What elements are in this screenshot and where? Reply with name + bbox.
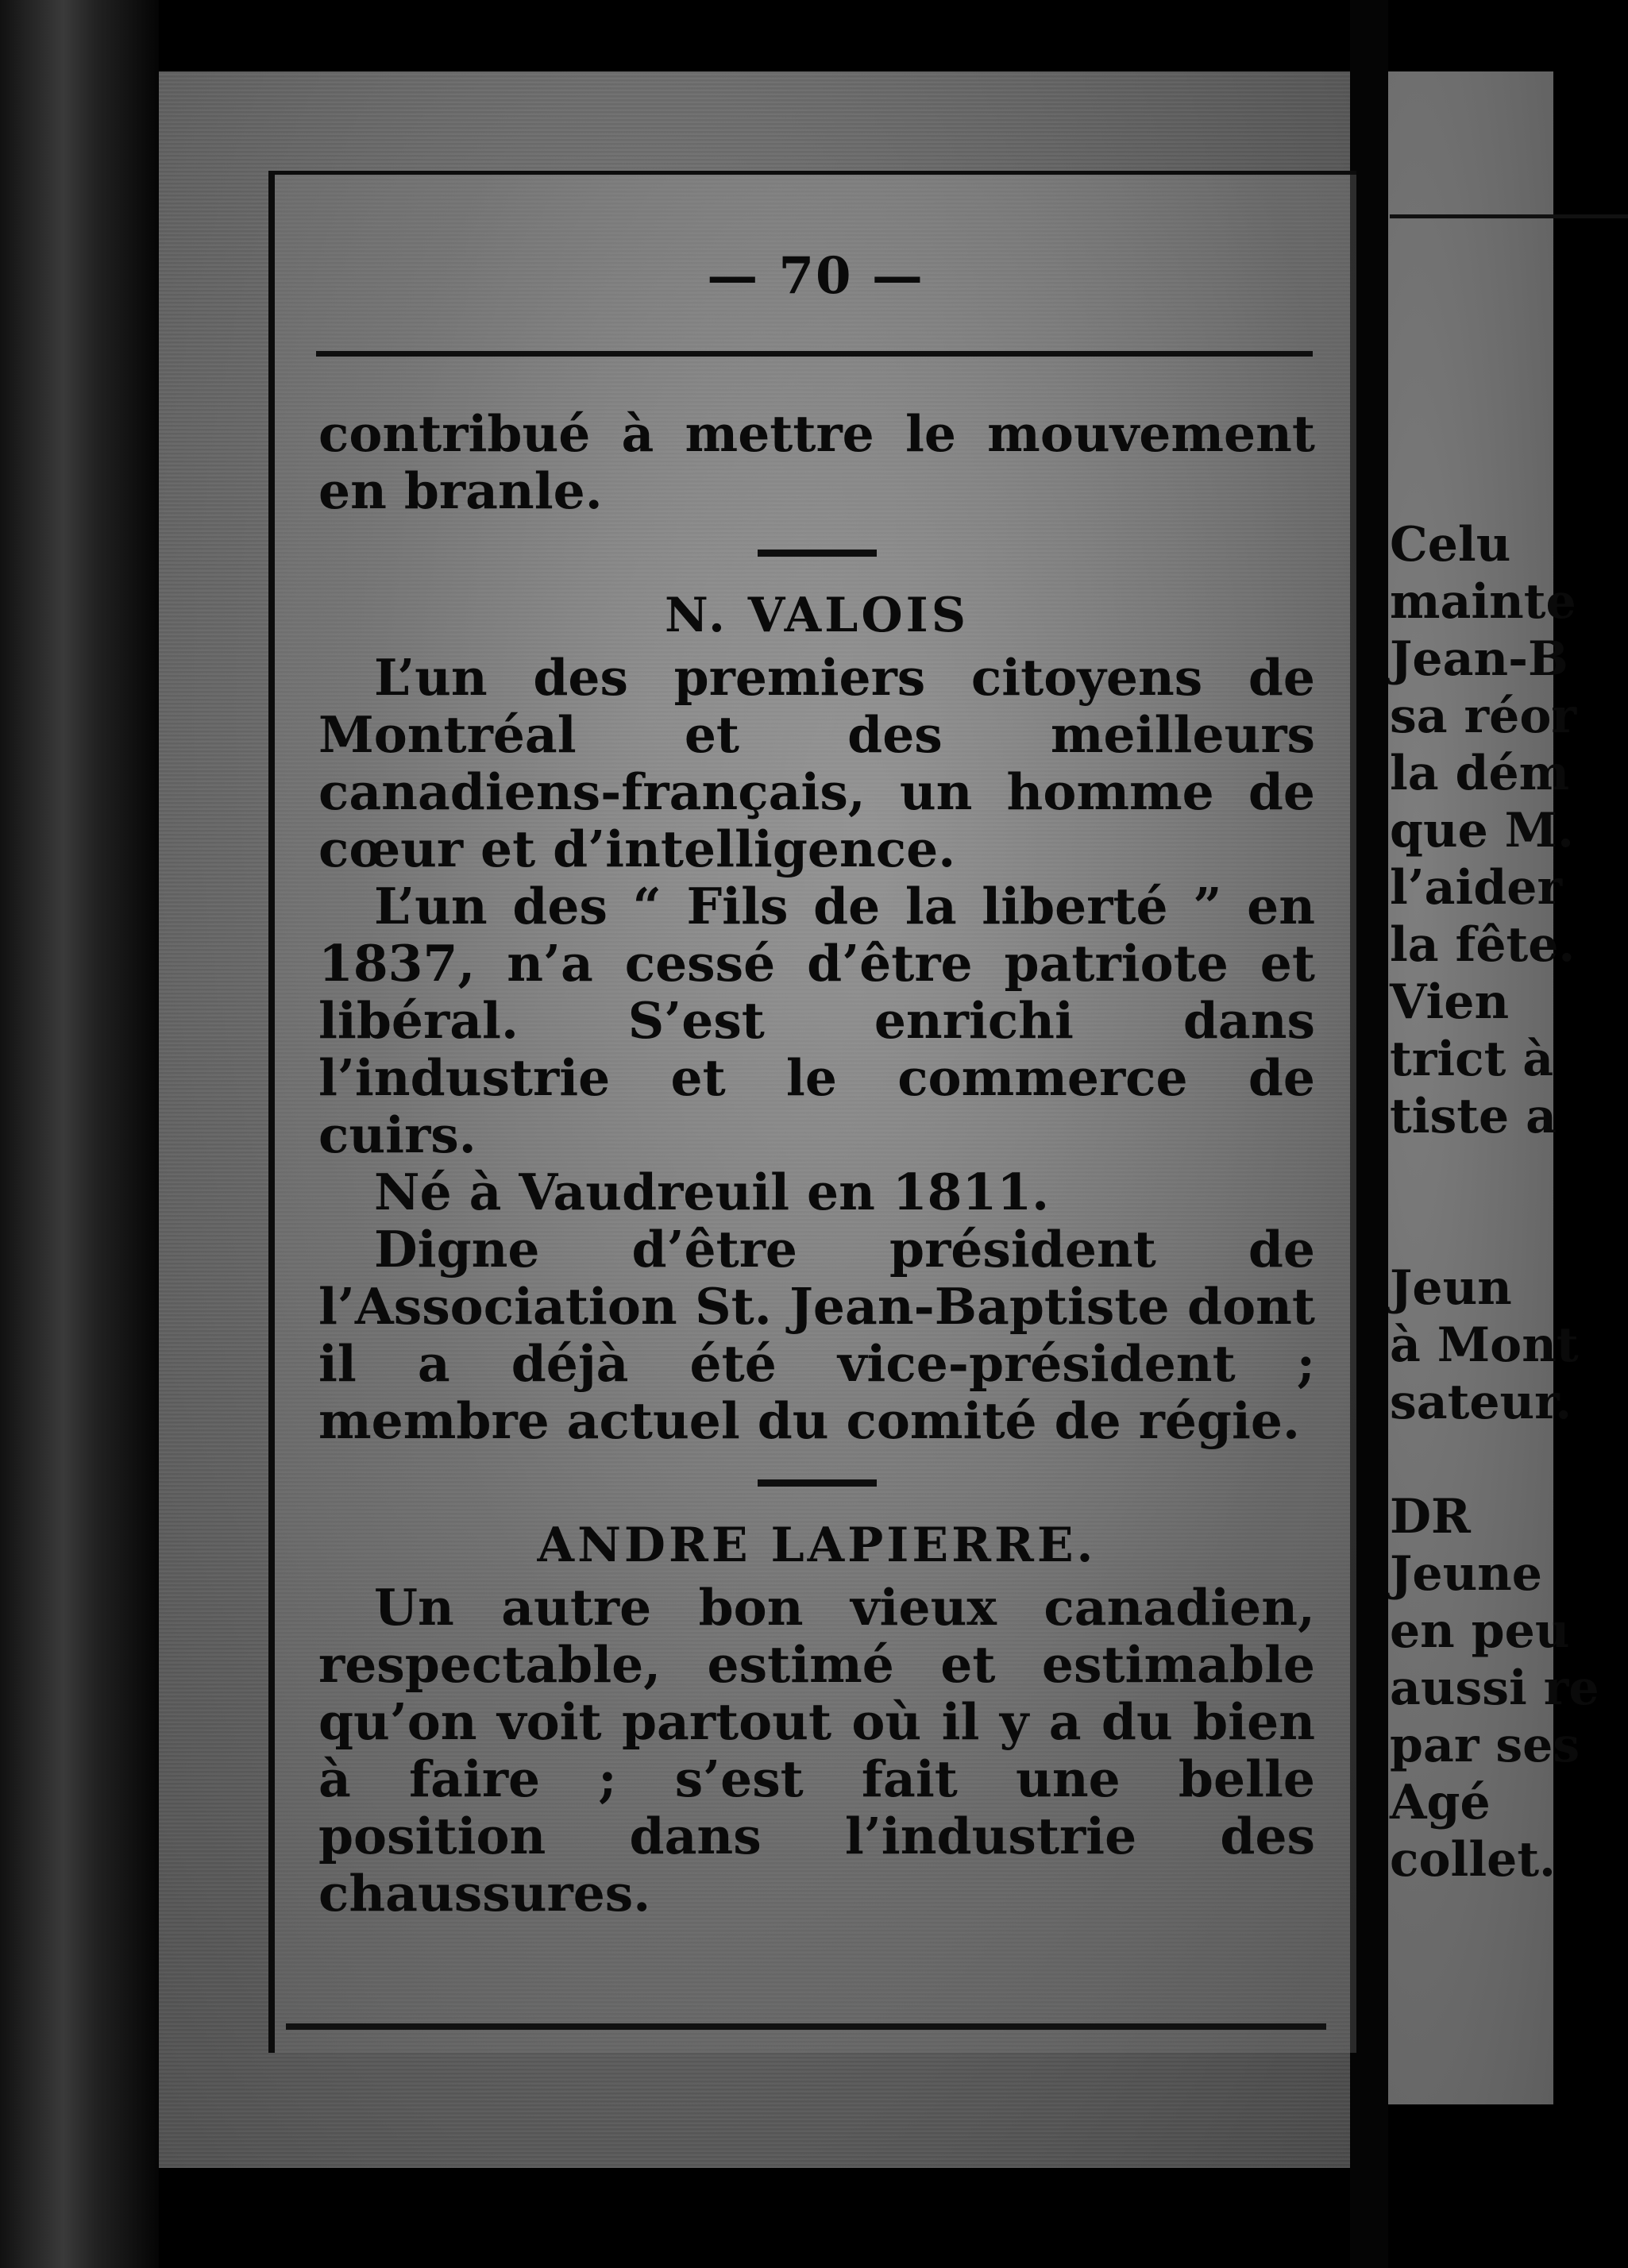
adjacent-line: Vien <box>1390 974 1510 1030</box>
adjacent-line: à Mont <box>1390 1317 1579 1373</box>
adjacent-line: aussi re <box>1390 1660 1599 1716</box>
paragraph: L’un des “ Fils de la liberté ” en 1837, n’a cessé d’être patriote et libéral. S’est enrichi dans l’industrie et le commerce de cuirs. <box>318 877 1315 1164</box>
adjacent-line: Celu <box>1390 517 1511 573</box>
page-number: — 70 — <box>707 246 924 306</box>
header-rule <box>316 351 1313 357</box>
adjacent-line: sateur. <box>1390 1375 1572 1430</box>
paragraph: L’un des premiers citoyens de Montréal et des meilleurs canadiens-français, un homme de cœur et d’intelligence. <box>318 648 1315 878</box>
scan-left-margin <box>0 0 159 2268</box>
adjacent-line: l’aider <box>1390 860 1563 916</box>
adjacent-line: Agé <box>1390 1775 1491 1830</box>
adjacent-page-text <box>1390 516 1628 1888</box>
section-title: ANDRE LAPIERRE. <box>537 1518 1097 1573</box>
adjacent-line: trict à <box>1390 1032 1554 1087</box>
adjacent-line: la fête. <box>1390 917 1576 973</box>
adjacent-line: sa réor <box>1390 688 1576 744</box>
adjacent-line: Jean-B <box>1390 631 1568 687</box>
section-title: N. VALOIS <box>664 588 970 643</box>
adjacent-line: collet. <box>1390 1832 1556 1888</box>
adjacent-line: DR <box>1390 1489 1471 1545</box>
page-bottom-rule <box>286 2023 1326 2030</box>
adjacent-line: tiste a <box>1390 1089 1557 1144</box>
paragraph: Né à Vaudreuil en 1811. <box>374 1163 1050 1221</box>
adjacent-line: mainte <box>1390 574 1576 630</box>
adjacent-line: Jeun <box>1390 1260 1512 1316</box>
adjacent-line <box>1390 1431 1628 1488</box>
adjacent-line: Jeune <box>1390 1546 1542 1602</box>
adjacent-line: que M. <box>1390 803 1574 858</box>
paragraph: Digne d’être président de l’Association St. Jean-Baptiste dont il a déjà été vice-président ; membre actuel du comité de régie. <box>318 1220 1315 1450</box>
section-divider <box>758 550 877 557</box>
section-divider <box>758 1479 877 1487</box>
document-page <box>268 171 1356 2053</box>
adjacent-line: par ses <box>1390 1718 1580 1773</box>
adjacent-line: la dém <box>1390 746 1570 801</box>
page-body <box>318 405 1315 1922</box>
adjacent-line: en peu <box>1390 1603 1570 1659</box>
intro-paragraph: contribué à mettre le mouvement en branle. <box>318 404 1315 520</box>
paragraph: Un autre bon vieux canadien, respectable, estimé et estimable qu’on voit partout où il y a du bien à faire ; s’est fait une belle position dans l’industrie des chaussures. <box>318 1578 1315 1923</box>
adjacent-header-rule <box>1390 214 1628 218</box>
adjacent-line <box>1390 1202 1628 1259</box>
adjacent-line <box>1390 1145 1628 1202</box>
